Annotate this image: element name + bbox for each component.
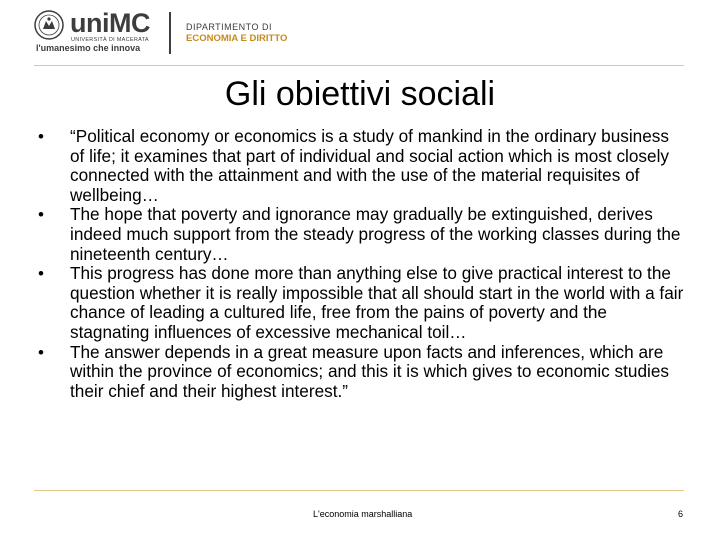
logo-subtitle: UNIVERSITÀ DI MACERATA xyxy=(71,37,149,43)
university-seal-icon xyxy=(34,10,64,40)
department-label: DIPARTIMENTO DI xyxy=(186,22,273,32)
bullet-icon: • xyxy=(38,342,44,362)
footer-title: L'economia marshalliana xyxy=(313,509,413,519)
bullet-icon: • xyxy=(38,127,44,146)
bullet-text: This progress has done more than anything else to give practical interest to the question whether it is really impossible that all should start in the world with a fair chance of leading a cultured life, free from the pains of poverty and the stagnating influences of excessive mechanical toil… xyxy=(70,263,684,342)
bullet-icon: • xyxy=(38,205,44,225)
bullet-item xyxy=(38,127,688,205)
bullet-item xyxy=(38,264,688,342)
bullet-text: “Political economy or economics is a study of mankind in the ordinary business of life; it examines that part of individual and social action which is most closely connected with the attainment and with the use of the material requisites of wellbeing… xyxy=(70,126,669,205)
bullet-text: The answer depends in a great measure upon facts and inferences, which are within the province of economics; and this it is which gives to economic studies their chief and their highest interest.” xyxy=(70,341,669,401)
bullet-item xyxy=(38,205,688,264)
header-divider xyxy=(34,65,684,66)
department-name: ECONOMIA E DIRITTO xyxy=(186,33,288,44)
logo-divider xyxy=(169,12,171,54)
logo-wordmark: uniMC xyxy=(70,8,150,38)
bullet-text: The hope that poverty and ignorance may gradually be extinguished, derives indeed much support from the steady progress of the working classes during the nineteenth century… xyxy=(70,204,681,264)
university-logo xyxy=(34,8,304,58)
bullet-list xyxy=(38,127,688,401)
logo-tagline: l'umanesimo che innova xyxy=(36,43,141,53)
footer-divider xyxy=(34,490,684,491)
page-number: 6 xyxy=(678,509,684,519)
bullet-item xyxy=(38,343,688,402)
slide-title: Gli obiettivi sociali xyxy=(224,75,496,113)
bullet-icon: • xyxy=(38,264,44,284)
